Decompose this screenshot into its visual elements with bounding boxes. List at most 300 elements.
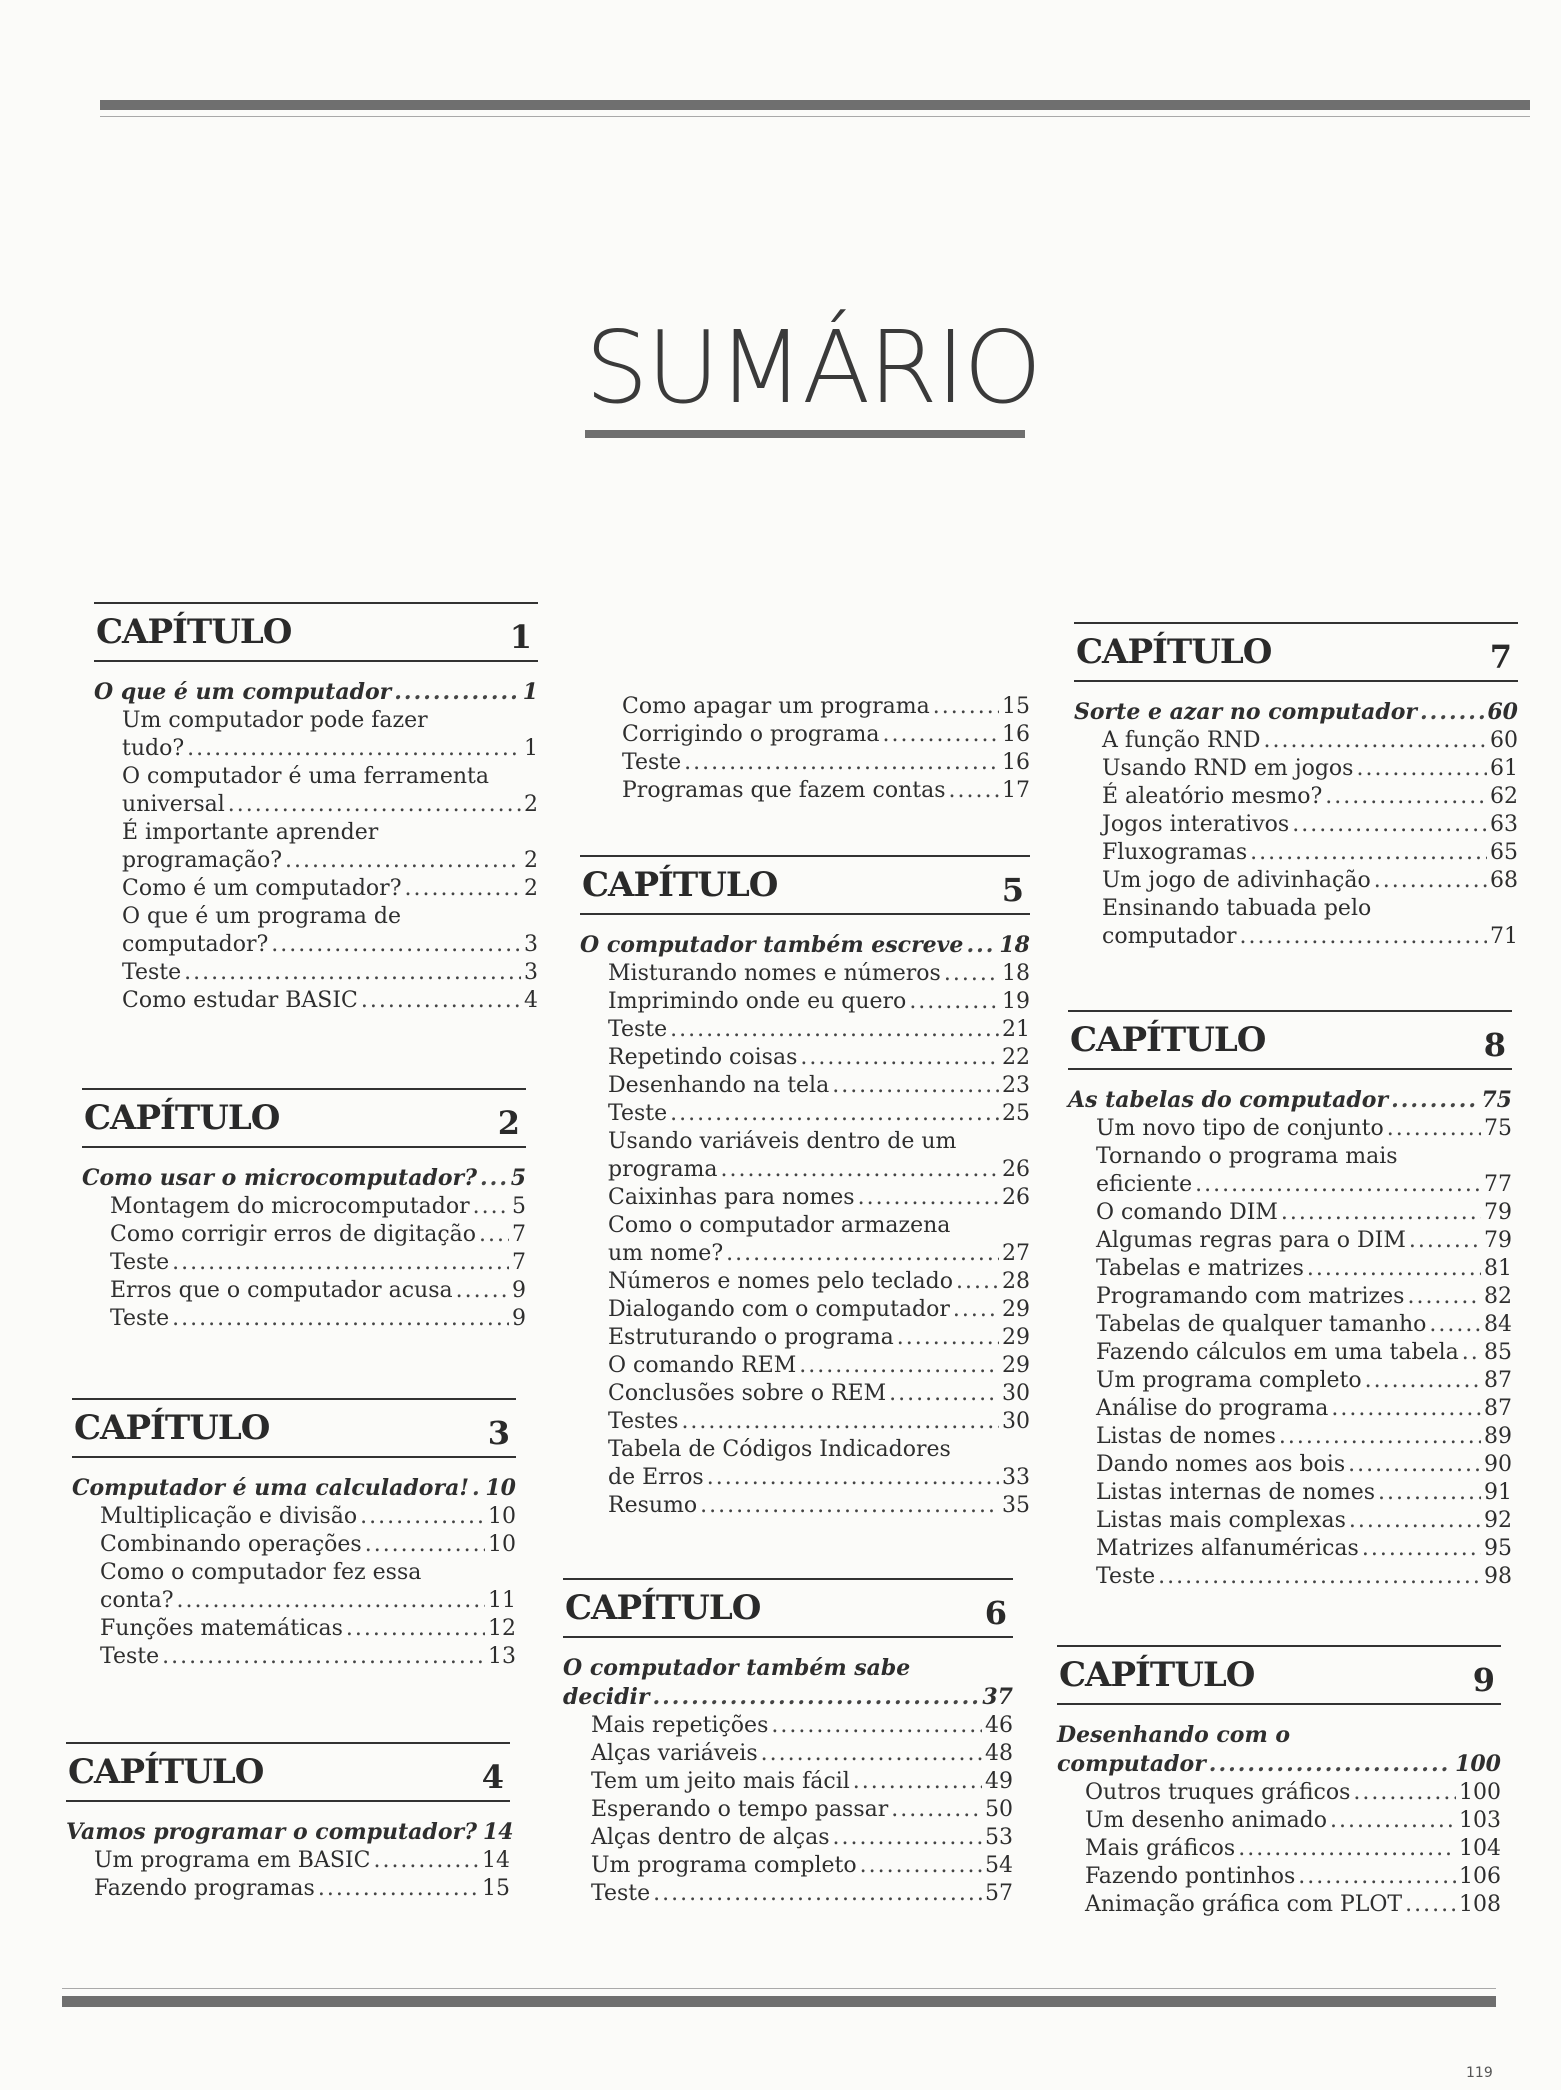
entry-page: 29 [1002,1297,1030,1322]
toc-entry [94,875,538,903]
entry-page: 11 [488,1588,516,1613]
toc-entry [580,1044,1030,1072]
dot-leader [1292,811,1487,839]
entry-label: Dando nomes aos bois [1096,1452,1346,1477]
entry-label: As tabelas do computador [1068,1087,1389,1113]
toc-entry [72,1615,516,1643]
chapter-block [594,693,1030,805]
toc-entry [1068,1563,1512,1591]
entry-page: 82 [1484,1284,1512,1309]
entry-label: Caixinhas para nomes [608,1185,855,1210]
entry-page: 100 [1455,1751,1501,1777]
entry-label: Alças variáveis [591,1741,758,1766]
entry-label: Vamos programar o computador? [66,1819,477,1845]
dot-leader [1209,1750,1452,1778]
entry-page: 21 [1002,1017,1030,1042]
entry-label: Fluxogramas [1102,840,1248,865]
chapter-entries [594,693,1030,805]
chapter-block [1068,1010,1512,1591]
entry-page: 2 [524,792,538,817]
entry-page: 33 [1002,1465,1030,1490]
toc-entry [1074,755,1518,783]
entry-label: Como corrigir erros de digitação [110,1222,476,1247]
chapter-title-entry [1057,1750,1501,1778]
toc-entry [594,777,1030,805]
toc-entry [563,1796,1013,1824]
chapter-label: CAPÍTULO [84,1098,280,1138]
entry-page: 62 [1490,784,1518,809]
entry-label: Teste [608,1101,668,1126]
entry-page: 91 [1484,1480,1512,1505]
entry-label: Matrizes alfanuméricas [1096,1536,1359,1561]
chapter-block [1057,1645,1501,1919]
toc-entry [1057,1779,1501,1807]
entry-page: 19 [1002,989,1030,1014]
entry-label: Um programa em BASIC [94,1848,371,1873]
entry-page: 18 [999,932,1030,958]
toc-entry [1068,1283,1512,1311]
toc-entry [563,1740,1013,1768]
entry-page: 65 [1490,840,1518,865]
entry-page: 16 [1002,750,1030,775]
entry-label: conta? [100,1588,174,1613]
toc-entry [82,1193,526,1221]
dot-leader [285,847,521,875]
dot-leader [456,1277,509,1305]
entry-page: 87 [1484,1396,1512,1421]
chapter-block [94,602,538,1015]
entry-label: Como apagar um programa [622,694,930,719]
toc-entry [1068,1395,1512,1423]
entry-page: 81 [1484,1256,1512,1281]
entry-label: decidir [563,1684,650,1710]
toc-entry [580,1212,1030,1240]
chapter-title-entry [94,678,538,706]
dot-leader [1420,698,1484,726]
dot-leader [1365,1367,1481,1395]
entry-page: 29 [1002,1353,1030,1378]
dot-leader [883,721,999,749]
dot-leader [360,1503,485,1531]
top-rule [100,100,1530,110]
entry-page: 18 [1002,961,1030,986]
entry-label: Funções matemáticas [100,1616,343,1641]
entry-label: de Erros [608,1465,704,1490]
chapter-entries [82,1164,526,1333]
entry-label: computador? [122,932,269,957]
entry-label: Teste [608,1017,668,1042]
entry-page: 14 [482,1848,510,1873]
chapter-label: CAPÍTULO [68,1752,264,1792]
entry-label: Fazendo programas [94,1876,315,1901]
entry-label: É importante aprender [122,820,379,845]
entry-page: 106 [1459,1864,1501,1889]
dot-leader [1387,1115,1481,1143]
toc-entry [563,1824,1013,1852]
dot-leader [1239,923,1487,951]
dot-leader [365,1531,485,1559]
toc-entry [1074,839,1518,867]
entry-page: 3 [524,960,538,985]
entry-label: O computador também sabe [563,1655,911,1681]
chapter-header [72,1398,516,1458]
entry-page: 108 [1459,1892,1501,1917]
dot-leader [1325,783,1487,811]
dot-leader [670,1100,999,1128]
dot-leader [1307,1255,1481,1283]
dot-leader [860,1852,982,1880]
toc-entry [1068,1479,1512,1507]
toc-entry [1068,1311,1512,1339]
chapter-block [563,1578,1013,1908]
dot-leader [909,988,999,1016]
entry-label: Repetindo coisas [608,1045,798,1070]
entry-page: 89 [1484,1424,1512,1449]
dot-leader [479,1221,509,1249]
dot-leader [853,1768,982,1796]
dot-leader [184,959,521,987]
chapter-entries [1074,698,1518,951]
chapter-entries [580,931,1030,1520]
dot-leader [187,735,521,763]
chapter-number: 9 [1472,1661,1495,1699]
chapter-title-entry [580,931,1030,959]
entry-page: 26 [1002,1185,1030,1210]
toc-entry [66,1875,510,1903]
entry-label: Algumas regras para o DIM [1096,1228,1406,1253]
dot-leader [373,1847,479,1875]
entry-page: 1 [524,736,538,761]
chapter-entries [66,1818,514,1903]
dot-leader [949,777,999,805]
toc-entry [82,1277,526,1305]
toc-entry [594,749,1030,777]
dot-leader [318,1875,479,1903]
entry-label: Teste [622,750,682,775]
chapter-block [72,1398,516,1671]
entry-page: 54 [985,1853,1013,1878]
chapter-number: 5 [1001,871,1024,909]
toc-entry [94,735,538,763]
entry-label: Mais repetições [591,1713,769,1738]
toc-entry [580,1464,1030,1492]
chapter-number: 6 [984,1594,1007,1632]
entry-page: 28 [1002,1269,1030,1294]
toc-entry [72,1503,516,1531]
toc-entry [580,1156,1030,1184]
toc-entry [1074,783,1518,811]
entry-label: Tabela de Códigos Indicadores [608,1437,951,1462]
entry-label: O que é um computador [94,679,392,705]
toc-entry [594,693,1030,721]
toc-entry [580,1240,1030,1268]
entry-page: 17 [1002,778,1030,803]
chapter-header [563,1578,1013,1638]
chapter-label: CAPÍTULO [74,1408,270,1448]
dot-leader [1281,1199,1481,1227]
entry-page: 68 [1490,868,1518,893]
chapter-header [94,602,538,662]
entry-label: Montagem do microcomputador [110,1194,470,1219]
entry-page: 35 [1002,1493,1030,1518]
chapter-entries [563,1654,1013,1908]
entry-label: tudo? [122,736,185,761]
dot-leader [833,1824,983,1852]
entry-page: 85 [1484,1340,1512,1365]
chapter-block [66,1742,514,1903]
entry-label: Teste [110,1306,170,1331]
toc-entry [94,707,538,735]
entry-page: 4 [524,988,538,1013]
dot-leader [1331,1395,1481,1423]
entry-label: O comando DIM [1096,1200,1278,1225]
toc-entry [1068,1423,1512,1451]
toc-entry [72,1587,516,1615]
toc-entry [1074,727,1518,755]
toc-entry [1074,867,1518,895]
dot-leader [472,1474,482,1502]
entry-page: 87 [1484,1368,1512,1393]
chapter-label: CAPÍTULO [1070,1020,1266,1060]
dot-leader [1374,867,1487,895]
entry-label: A função RND [1102,728,1261,753]
chapter-entries [1057,1721,1501,1919]
entry-page: 63 [1490,812,1518,837]
toc-entry [1068,1535,1512,1563]
toc-entry [94,847,538,875]
toc-entry [94,903,538,931]
entry-label: Como é um computador? [122,876,402,901]
dot-leader [480,1164,508,1192]
entry-page: 46 [985,1713,1013,1738]
toc-entry [580,1408,1030,1436]
entry-label: eficiente [1096,1172,1193,1197]
entry-label: Imprimindo onde eu quero [608,989,907,1014]
entry-label: Programando com matrizes [1096,1284,1405,1309]
entry-label: Misturando nomes e números [608,961,941,986]
chapter-number: 2 [497,1104,520,1142]
entry-page: 98 [1484,1564,1512,1589]
toc-entry [94,791,538,819]
dot-leader [721,1156,999,1184]
chapter-number: 1 [509,618,532,656]
dot-leader [700,1492,999,1520]
entry-label: Análise do programa [1096,1396,1329,1421]
toc-entry [82,1249,526,1277]
toc-entry [563,1712,1013,1740]
chapter-block [1074,622,1518,951]
chapter-label: CAPÍTULO [582,865,778,905]
entry-page: 26 [1002,1157,1030,1182]
dot-leader [405,875,522,903]
entry-label: Tem um jeito mais fácil [591,1769,850,1794]
toc-entry [94,819,538,847]
dot-leader [1330,1807,1456,1835]
dot-leader [1462,1339,1481,1367]
dot-leader [162,1643,485,1671]
entry-page: 30 [1002,1409,1030,1434]
dot-leader [956,1268,999,1296]
dot-leader [1362,1535,1481,1563]
dot-leader [1158,1563,1481,1591]
toc-entry [1068,1199,1512,1227]
toc-entry [1068,1451,1512,1479]
toc-entry [94,959,538,987]
chapter-number: 7 [1489,638,1512,676]
entry-label: Um programa completo [591,1853,857,1878]
entry-label: programa [608,1157,718,1182]
entry-label: Testes [608,1409,679,1434]
toc-entry [580,1352,1030,1380]
entry-page: 5 [510,1165,526,1191]
chapter-title-entry [1057,1721,1501,1749]
toc-entry [563,1852,1013,1880]
entry-page: 16 [1002,722,1030,747]
entry-label: Como usar o microcomputador? [82,1165,477,1191]
entry-label: universal [122,792,225,817]
entry-page: 60 [1487,699,1518,725]
chapter-title-entry [1074,698,1518,726]
entry-label: Um desenho animado [1085,1808,1328,1833]
dot-leader [1250,839,1487,867]
chapter-header [66,1742,510,1802]
entry-label: Erros que o computador acusa [110,1278,453,1303]
dot-leader [1348,1451,1481,1479]
entry-page: 61 [1490,756,1518,781]
chapter-title-entry [66,1818,514,1846]
entry-page: 75 [1484,1116,1512,1141]
dot-leader [394,678,519,706]
entry-page: 48 [985,1741,1013,1766]
toc-entry [1074,895,1518,923]
entry-page: 84 [1484,1312,1512,1337]
toc-entry [72,1559,516,1587]
entry-page: 27 [1002,1241,1030,1266]
entry-label: Um programa completo [1096,1368,1362,1393]
entry-label: Ensinando tabuada pelo [1102,896,1372,921]
entry-label: Programas que fazem contas [622,778,946,803]
toc-entry [1068,1507,1512,1535]
entry-page: 7 [512,1222,526,1247]
dot-leader [1279,1423,1481,1451]
toc-entry [580,960,1030,988]
entry-page: 2 [524,848,538,873]
toc-entry [1057,1863,1501,1891]
entry-page: 103 [1459,1808,1501,1833]
toc-entry [1057,1807,1501,1835]
chapter-title-entry [1068,1086,1512,1114]
bottom-thin-rule [62,1988,1496,1989]
entry-label: Computador é uma calculadora! [72,1475,469,1501]
entry-label: Teste [100,1644,160,1669]
entry-page: 10 [488,1504,516,1529]
chapter-label: CAPÍTULO [96,612,292,652]
toc-entry [1074,923,1518,951]
dot-leader [684,749,999,777]
toc-entry [82,1221,526,1249]
entry-label: Esperando o tempo passar [591,1797,889,1822]
entry-label: Como o computador fez essa [100,1560,422,1585]
dot-leader [1429,1311,1481,1339]
chapter-header [1068,1010,1512,1070]
dot-leader [858,1184,999,1212]
toc-entry [1068,1143,1512,1171]
chapter-header [1057,1645,1501,1705]
entry-page: 71 [1490,924,1518,949]
entry-page: 9 [512,1306,526,1331]
dot-leader [832,1072,999,1100]
dot-leader [891,1796,982,1824]
entry-page: 104 [1459,1836,1501,1861]
toc-entry [580,1436,1030,1464]
dot-leader [346,1615,485,1643]
entry-label: Tabelas de qualquer tamanho [1096,1312,1427,1337]
entry-page: 92 [1484,1508,1512,1533]
entry-page: 9 [512,1278,526,1303]
title-underline [585,430,1025,438]
dot-leader [726,1240,999,1268]
toc-entry [580,1268,1030,1296]
toc-entry [563,1768,1013,1796]
dot-leader [1353,1779,1456,1807]
entry-label: Teste [591,1881,651,1906]
entry-label: Outros truques gráficos [1085,1780,1351,1805]
bottom-rule [62,1996,1496,2007]
chapter-header [82,1088,526,1148]
toc-entry [580,1128,1030,1156]
entry-page: 95 [1484,1536,1512,1561]
entry-label: Listas de nomes [1096,1424,1276,1449]
chapter-entries [1068,1086,1512,1591]
entry-page: 15 [482,1876,510,1901]
entry-page: 10 [488,1532,516,1557]
toc-entry [1068,1115,1512,1143]
page-number: 119 [1466,2065,1493,2081]
entry-label: Desenhando na tela [608,1073,830,1098]
entry-label: É aleatório mesmo? [1102,784,1323,809]
dot-leader [897,1324,999,1352]
entry-label: Mais gráficos [1085,1836,1236,1861]
dot-leader [966,931,996,959]
entry-page: 7 [512,1250,526,1275]
chapter-label: CAPÍTULO [1059,1655,1255,1695]
dot-leader [228,791,521,819]
toc-entry [66,1847,510,1875]
toc-entry [580,1492,1030,1520]
dot-leader [361,987,521,1015]
chapter-title-entry [72,1474,516,1502]
entry-label: Resumo [608,1493,698,1518]
entry-label: Estruturando o programa [608,1325,894,1350]
entry-page: 3 [524,932,538,957]
entry-page: 90 [1484,1452,1512,1477]
entry-label: Dialogando com o computador [608,1297,950,1322]
toc-entry [1068,1367,1512,1395]
chapter-entries [72,1474,516,1671]
dot-leader [800,1044,999,1072]
dot-leader [1391,1086,1478,1114]
entry-label: um nome? [608,1241,724,1266]
entry-label: Como estudar BASIC [122,988,358,1013]
entry-label: computador [1102,924,1237,949]
entry-page: 77 [1484,1172,1512,1197]
toc-entry [1068,1171,1512,1199]
entry-label: Animação gráfica com PLOT [1085,1892,1403,1917]
entry-label: Listas mais complexas [1096,1508,1346,1533]
dot-leader [953,1296,999,1324]
dot-leader [172,1305,509,1333]
entry-label: Fazendo cálculos em uma tabela [1096,1340,1459,1365]
